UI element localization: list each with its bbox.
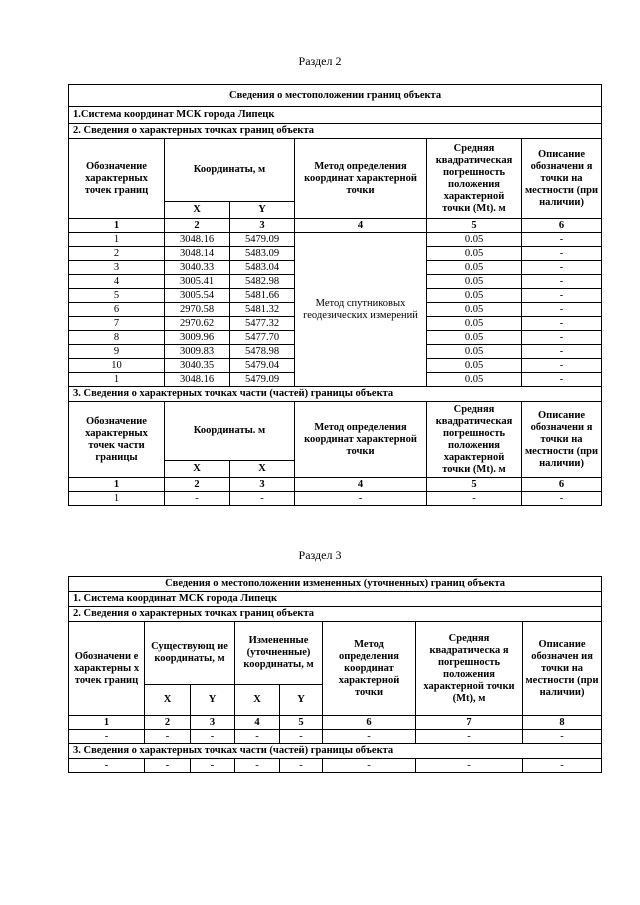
column-number: 3 — [230, 219, 295, 233]
method-value: Метод спутниковых геодезических измерений — [295, 233, 427, 387]
parts-header-y: X — [230, 461, 295, 478]
parts-header-accuracy: Средняя квадратическая погрешность положения характерной точки (Mt). м — [427, 402, 522, 478]
point-number: 10 — [69, 359, 165, 373]
x-value: 2970.58 — [165, 303, 230, 317]
section-3-coordinate-system: 1. Система координат МСК города Липецк — [69, 592, 602, 607]
section-2-points-caption: 2. Сведения о характерных точках границ объекта — [69, 124, 602, 139]
column-number: 7 — [416, 716, 523, 730]
y-value: 5477.32 — [230, 317, 295, 331]
description-value: - — [522, 331, 602, 345]
table-cell: - — [230, 492, 295, 506]
accuracy-value: 0.05 — [427, 275, 522, 289]
accuracy-value: 0.05 — [427, 317, 522, 331]
point-number: 2 — [69, 247, 165, 261]
table-cell: - — [69, 730, 145, 744]
point-number: 4 — [69, 275, 165, 289]
x-value: 3040.33 — [165, 261, 230, 275]
accuracy-value: 0.05 — [427, 303, 522, 317]
description-value: - — [522, 345, 602, 359]
table-cell: 1 — [69, 492, 165, 506]
y-value: 5482.98 — [230, 275, 295, 289]
table-cell: - — [522, 492, 602, 506]
column-number: 2 — [165, 219, 230, 233]
column-number: 5 — [427, 478, 522, 492]
table-cell: - — [235, 730, 280, 744]
y-value: 5483.04 — [230, 261, 295, 275]
column-number-row — [69, 219, 602, 233]
description-value: - — [522, 303, 602, 317]
column-number: 1 — [69, 478, 165, 492]
column-number: 6 — [323, 716, 416, 730]
point-number: 3 — [69, 261, 165, 275]
table-cell: - — [165, 492, 230, 506]
header-accuracy: Средняя квадратическая погрешность положения характерной точки (Mt). м — [427, 139, 522, 219]
column-number: 5 — [427, 219, 522, 233]
y-value: 5477.70 — [230, 331, 295, 345]
description-value: - — [522, 373, 602, 387]
table-cell: - — [191, 730, 235, 744]
x-value: 3040.35 — [165, 359, 230, 373]
accuracy-value: 0.05 — [427, 261, 522, 275]
table-cell: - — [191, 759, 235, 773]
accuracy-value: 0.05 — [427, 233, 522, 247]
column-number-row — [69, 478, 602, 492]
accuracy-value: 0.05 — [427, 373, 522, 387]
y-value: 5479.04 — [230, 359, 295, 373]
column-number: 2 — [165, 478, 230, 492]
description-value: - — [522, 247, 602, 261]
header-method: Метод определения координат характерной точки — [295, 139, 427, 219]
table-cell: - — [416, 759, 523, 773]
column-number-row — [69, 716, 602, 730]
header-existing-x: X — [145, 685, 191, 716]
column-number: 5 — [280, 716, 323, 730]
column-number: 4 — [235, 716, 280, 730]
x-value: 3048.16 — [165, 233, 230, 247]
point-number: 7 — [69, 317, 165, 331]
header-changed-y: Y — [280, 685, 323, 716]
header-point-designation: Обозначение характерных точек границ — [69, 139, 165, 219]
table-cell: - — [280, 730, 323, 744]
section-2-heading: Раздел 2 — [298, 54, 342, 68]
point-number: 5 — [69, 289, 165, 303]
table-cell: - — [523, 759, 602, 773]
description-value: - — [522, 233, 602, 247]
header-changed-coordinates: Измененные (уточненные) координаты, м — [235, 622, 323, 685]
header-y: Y — [230, 202, 295, 219]
y-value: 5479.09 — [230, 233, 295, 247]
table-cell: - — [295, 492, 427, 506]
table-cell: - — [69, 759, 145, 773]
point-number: 6 — [69, 303, 165, 317]
header-point-designation: Обозначени е характерны х точек границ — [69, 622, 145, 716]
column-number: 3 — [230, 478, 295, 492]
y-value: 5481.66 — [230, 289, 295, 303]
parts-header-method: Метод определения координат характерной точки — [295, 402, 427, 478]
description-value: - — [522, 317, 602, 331]
header-coordinates: Координаты, м — [165, 139, 295, 202]
x-value: 3048.16 — [165, 373, 230, 387]
section-2-table-title: Сведения о местоположении границ объекта — [69, 85, 602, 107]
point-number: 1 — [69, 373, 165, 387]
column-number: 1 — [69, 716, 145, 730]
column-number: 2 — [145, 716, 191, 730]
section-3-changed-boundary-table — [68, 576, 602, 773]
point-number: 8 — [69, 331, 165, 345]
parts-header-description: Описание обозначени я точки на местности (при наличии) — [522, 402, 602, 478]
table-cell: - — [416, 730, 523, 744]
table-cell: - — [523, 730, 602, 744]
section-2-coordinate-system: 1.Система координат МСК города Липецк — [69, 107, 602, 124]
table-cell: - — [323, 730, 416, 744]
header-description: Описание обозначен ия точки на местности (при наличии) — [523, 622, 602, 716]
accuracy-value: 0.05 — [427, 359, 522, 373]
section-3-table-title: Сведения о местоположении измененных (уточненных) границ объекта — [69, 577, 602, 592]
section-2-boundary-table — [68, 84, 602, 506]
x-value: 3009.96 — [165, 331, 230, 345]
table-cell: - — [280, 759, 323, 773]
x-value: 3005.54 — [165, 289, 230, 303]
y-value: 5481.32 — [230, 303, 295, 317]
header-existing-y: Y — [191, 685, 235, 716]
point-number: 1 — [69, 233, 165, 247]
section-2-parts-caption: 3. Сведения о характерных точках части (частей) границы объекта — [69, 387, 602, 402]
column-number: 6 — [522, 478, 602, 492]
description-value: - — [522, 261, 602, 275]
table-cell: - — [427, 492, 522, 506]
header-method: Метод определения координат характерной точки — [323, 622, 416, 716]
table-row — [69, 492, 602, 506]
section-3-points-caption: 2. Сведения о характерных точках границ объекта — [69, 607, 602, 622]
section-3-heading: Раздел 3 — [298, 548, 342, 562]
table-cell: - — [323, 759, 416, 773]
column-number: 3 — [191, 716, 235, 730]
x-value: 3048.14 — [165, 247, 230, 261]
accuracy-value: 0.05 — [427, 289, 522, 303]
x-value: 2970.62 — [165, 317, 230, 331]
column-number: 4 — [295, 478, 427, 492]
accuracy-value: 0.05 — [427, 247, 522, 261]
x-value: 3009.83 — [165, 345, 230, 359]
header-x: X — [165, 202, 230, 219]
header-existing-coordinates: Существующ ие координаты, м — [145, 622, 235, 685]
table-row — [69, 233, 602, 247]
section-3-parts-caption: 3. Сведения о характерных точках части (частей) границы объекта — [69, 744, 602, 759]
y-value: 5479.09 — [230, 373, 295, 387]
x-value: 3005.41 — [165, 275, 230, 289]
column-number: 6 — [522, 219, 602, 233]
column-number: 4 — [295, 219, 427, 233]
header-changed-x: X — [235, 685, 280, 716]
table-row — [69, 730, 602, 744]
y-value: 5483.09 — [230, 247, 295, 261]
point-number: 9 — [69, 345, 165, 359]
table-cell: - — [235, 759, 280, 773]
parts-header-x: X — [165, 461, 230, 478]
accuracy-value: 0.05 — [427, 331, 522, 345]
table-row — [69, 759, 602, 773]
description-value: - — [522, 289, 602, 303]
header-accuracy: Средняя квадратическа я погрешность положения характерной точки (Mt), м — [416, 622, 523, 716]
column-number: 1 — [69, 219, 165, 233]
table-cell: - — [145, 730, 191, 744]
y-value: 5478.98 — [230, 345, 295, 359]
accuracy-value: 0.05 — [427, 345, 522, 359]
parts-header-point: Обозначение характерных точек части границы — [69, 402, 165, 478]
header-description: Описание обозначени я точки на местности (при наличии) — [522, 139, 602, 219]
column-number: 8 — [523, 716, 602, 730]
parts-header-coordinates: Координаты. м — [165, 402, 295, 461]
description-value: - — [522, 275, 602, 289]
description-value: - — [522, 359, 602, 373]
table-cell: - — [145, 759, 191, 773]
